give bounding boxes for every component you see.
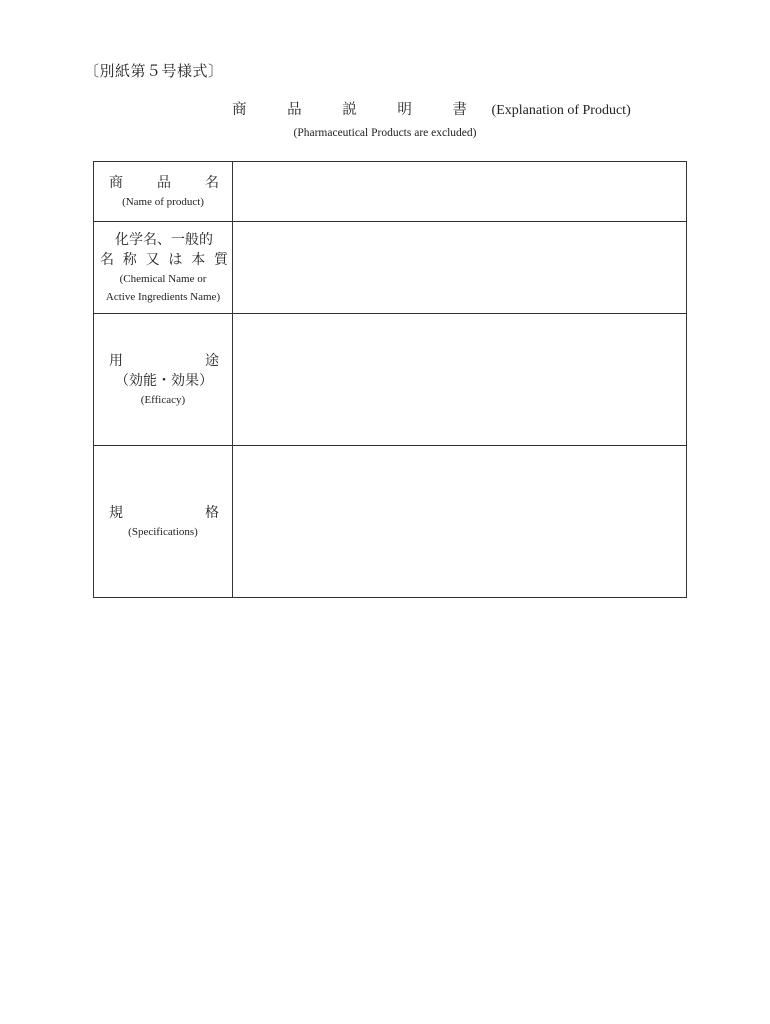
label-char: 質 [213,251,228,268]
label-char: 規 [109,504,123,521]
value-name-of-product[interactable] [233,162,687,222]
form-number-label: 〔別紙第５号様式〕 [84,62,224,80]
label-chemical-name [94,222,233,314]
label-char: 品 [157,174,171,191]
label-specifications [94,446,233,598]
table-row-name-of-product [94,162,687,222]
document-title [232,98,631,119]
label-jp [94,503,232,523]
label-en: (Name of product) [122,195,204,208]
label-name-of-product [94,162,233,222]
label-en-line-2: Active Ingredients Name) [105,290,221,303]
label-char: 途 [205,352,219,369]
label-char: 称 [122,251,137,268]
label-en: (Efficacy) [140,393,186,406]
label-jp-line-1: 化学名、一般的 [115,231,213,248]
table-row-efficacy [94,314,687,446]
label-efficacy [94,314,233,446]
label-jp-sub: （効能・効果） [115,372,213,389]
label-char: 本 [191,251,206,268]
label-char: 用 [109,352,123,369]
label-en-line-1: (Chemical Name or [119,272,207,285]
table-row-chemical-name [94,222,687,314]
label-char: 商 [109,174,123,191]
label-en: (Specifications) [128,525,198,538]
value-efficacy[interactable] [233,314,687,446]
table-row-specifications [94,446,687,598]
label-char: 格 [205,504,219,521]
document-subtitle: (Pharmaceutical Products are excluded) [293,127,477,139]
label-char: 名 [100,251,114,268]
label-jp [94,351,232,371]
label-char: 名 [205,174,219,191]
label-char: は [168,251,183,268]
product-info-table [93,161,687,598]
label-jp-line-2 [94,250,232,270]
label-char: 又 [145,251,160,268]
title-english: (Explanation of Product) [491,103,631,118]
title-japanese: 商 品 説 明 書 [232,102,485,118]
value-specifications[interactable] [233,446,687,598]
value-chemical-name[interactable] [233,222,687,314]
label-jp [94,173,232,193]
